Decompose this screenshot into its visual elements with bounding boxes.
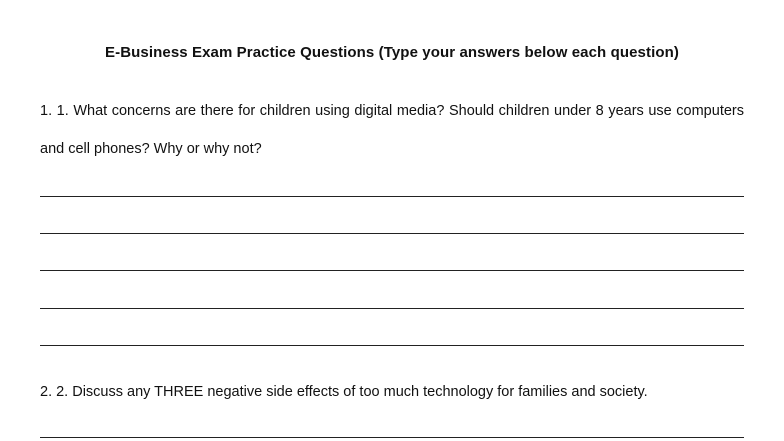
question-2: 2. 2. Discuss any THREE negative side effects of too much technology for families and society. <box>40 384 648 400</box>
answer-line-q1-2[interactable] <box>40 233 744 234</box>
answer-line-q1-5[interactable] <box>40 345 744 346</box>
answer-line-q2-1[interactable] <box>40 437 744 438</box>
answer-line-q1-1[interactable] <box>40 196 744 197</box>
answer-line-q1-3[interactable] <box>40 270 744 271</box>
answer-line-q1-4[interactable] <box>40 308 744 309</box>
question-1: 1. 1. What concerns are there for children using digital media? Should children under 8 years use computers and cell phones? Why or why not? <box>40 103 744 157</box>
page-title: E-Business Exam Practice Questions (Type your answers below each question) <box>105 44 679 61</box>
